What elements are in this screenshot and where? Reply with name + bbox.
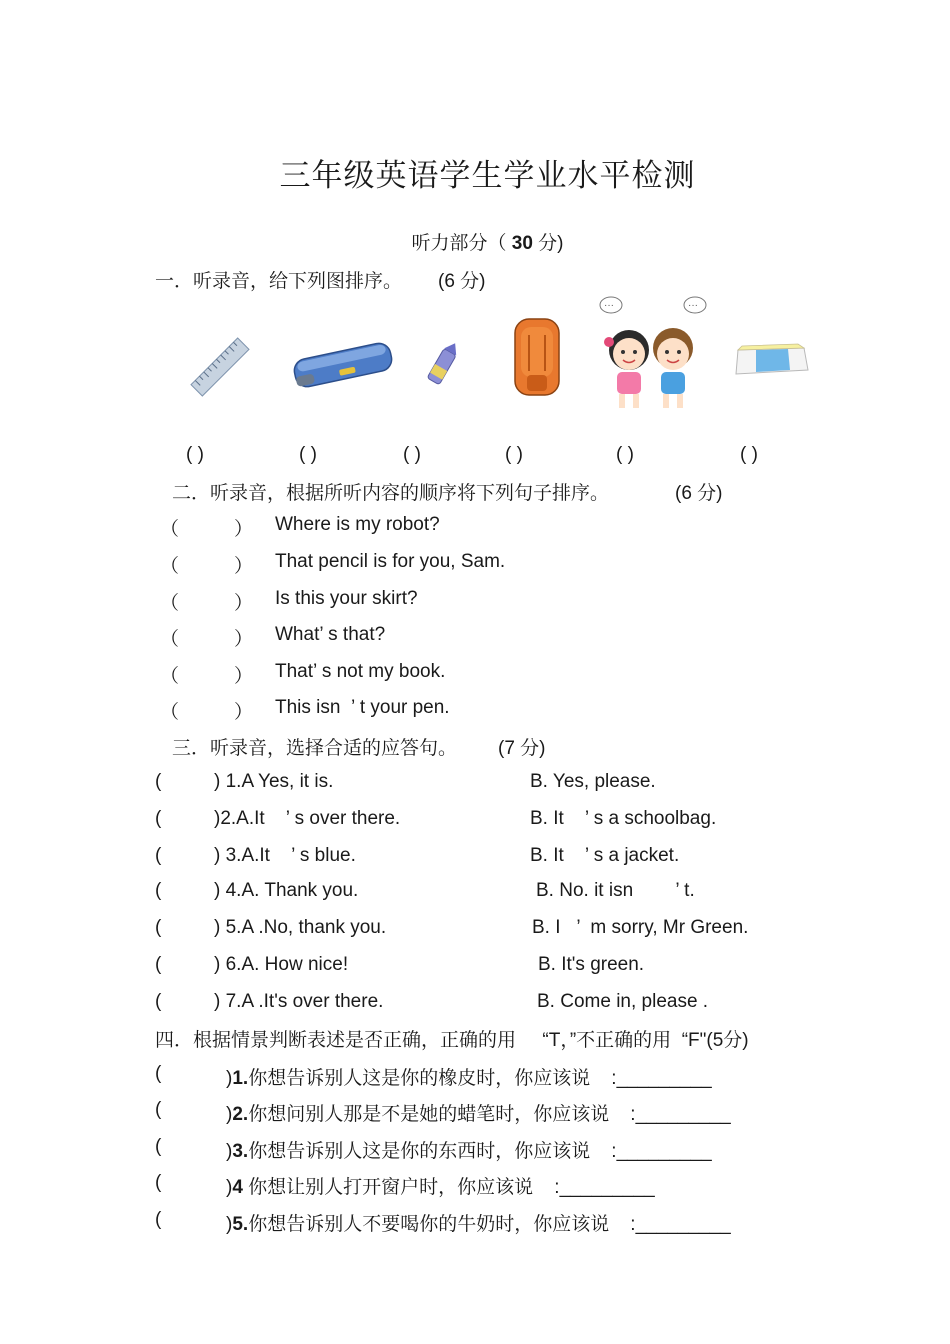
sentence-item: That’ s not my book.: [275, 661, 446, 682]
statement-text: 你想告诉别人这是你的东西时，你应该说 :_________: [248, 1141, 712, 1162]
option-b: B. It's green.: [538, 954, 645, 975]
statement-number: 2.: [232, 1104, 249, 1125]
crayon-icon: [418, 340, 466, 395]
option-b: B. Yes, please.: [530, 771, 656, 792]
option-a: )2.A.It ’ s over there.: [214, 808, 401, 829]
section3-heading: 三．听录音，选择合适的应答句。: [172, 738, 458, 759]
option-b: B. It ’ s a schoolbag.: [530, 808, 717, 829]
answer-paren-open[interactable]: （: [160, 702, 180, 723]
answer-paren-open[interactable]: (: [155, 1136, 162, 1157]
option-a: ) 6.A. How nice!: [214, 954, 349, 975]
picture-blank[interactable]: ( ): [299, 444, 317, 465]
statement-item: )2.你想问别人那是不是她的蜡笔时，你应该说 :_________: [226, 1104, 731, 1125]
svg-text:···: ···: [604, 300, 614, 311]
schoolbag-icon: [507, 315, 567, 400]
ruler-icon: [185, 335, 255, 400]
statement-text: 你想问别人那是不是她的蜡笔时，你应该说 :_________: [248, 1104, 731, 1125]
answer-paren-open[interactable]: （: [160, 593, 180, 614]
answer-paren-close: ）: [234, 519, 254, 540]
picture-blank[interactable]: ( ): [186, 444, 204, 465]
statement-number: 5.: [232, 1214, 249, 1235]
statement-number: 1.: [232, 1068, 249, 1089]
picture-blank[interactable]: ( ): [740, 444, 758, 465]
section2-points: (6 分): [675, 483, 723, 504]
option-a: ) 4.A. Thank you.: [214, 880, 359, 901]
option-a: ) 7.A .It's over there.: [214, 991, 384, 1012]
answer-paren-close: ）: [234, 629, 254, 650]
answer-paren-close: ）: [234, 593, 254, 614]
sentence-item: Is this your skirt?: [275, 588, 418, 609]
answer-paren-open[interactable]: （: [160, 666, 180, 687]
page-title: 三年级英语学生学业水平检测: [279, 158, 696, 193]
option-a: ) 3.A.It ’ s blue.: [214, 845, 356, 866]
answer-paren-open[interactable]: (: [155, 808, 162, 829]
answer-paren-open[interactable]: (: [155, 991, 162, 1012]
section1-heading: 一．听录音，给下列图排序。: [155, 271, 403, 292]
answer-paren-open[interactable]: (: [155, 771, 162, 792]
answer-paren-close: ）: [234, 666, 254, 687]
section1-points: (6 分): [438, 271, 486, 292]
answer-paren-open[interactable]: （: [160, 556, 180, 577]
sentence-item: This isn ’ t your pen.: [275, 697, 450, 718]
sentence-item: Where is my robot?: [275, 514, 440, 535]
eraser-icon: [728, 340, 810, 384]
answer-paren-close: ）: [234, 556, 254, 577]
option-b: B. No. it isn ’ t.: [536, 880, 695, 901]
section4-heading: 四．根据情景判断表述是否正确，正确的用 “T，”不正确的用 “F"(5分): [155, 1030, 749, 1051]
listening-header: [0, 228, 950, 255]
option-b: B. It ’ s a jacket.: [530, 845, 680, 866]
picture-blank[interactable]: ( ): [505, 444, 523, 465]
listening-header-prefix: 听力部分（: [411, 233, 512, 254]
listening-header-suffix: 分): [532, 233, 564, 254]
answer-paren-open[interactable]: (: [155, 880, 162, 901]
picture-blank[interactable]: ( ): [403, 444, 421, 465]
sentence-item: That pencil is for you, Sam.: [275, 551, 506, 572]
answer-paren-open[interactable]: (: [155, 954, 162, 975]
statement-number: 3.: [232, 1141, 249, 1162]
statement-item: )3.你想告诉别人这是你的东西时，你应该说 :_________: [226, 1141, 712, 1162]
statement-item: )5.你想告诉别人不要喝你的牛奶时，你应该说 :_________: [226, 1214, 731, 1235]
answer-paren-open[interactable]: (: [155, 1099, 162, 1120]
option-a: ) 1.A Yes, it is.: [214, 771, 334, 792]
answer-paren-open[interactable]: （: [160, 519, 180, 540]
svg-text:···: ···: [688, 300, 698, 311]
listening-score: 30: [511, 233, 533, 254]
answer-paren-close: ）: [234, 702, 254, 723]
section2-heading: 二．听录音，根据所听内容的顺序将下列句子排序。: [172, 483, 610, 504]
picture-blank[interactable]: ( ): [616, 444, 634, 465]
answer-paren-open[interactable]: (: [155, 845, 162, 866]
option-b: B. I ’ m sorry, Mr Green.: [532, 917, 749, 938]
answer-paren-open[interactable]: (: [155, 917, 162, 938]
answer-paren-open[interactable]: (: [155, 1209, 162, 1230]
statement-text: 你想让别人打开窗户时，你应该说 :_________: [242, 1177, 655, 1198]
answer-paren-open[interactable]: （: [160, 629, 180, 650]
statement-text: 你想告诉别人这是你的橡皮时，你应该说 :_________: [248, 1068, 712, 1089]
answer-paren-open[interactable]: (: [155, 1063, 162, 1084]
statement-text: 你想告诉别人不要喝你的牛奶时，你应该说 :_________: [248, 1214, 731, 1235]
statement-number: 4: [232, 1177, 243, 1198]
statement-item: )4 你想让别人打开窗户时，你应该说 :_________: [226, 1177, 655, 1198]
two-girls-icon: [595, 292, 715, 417]
pencil-box-icon: [288, 335, 398, 395]
sentence-item: What’ s that?: [275, 624, 386, 645]
statement-item: )1.你想告诉别人这是你的橡皮时，你应该说 :_________: [226, 1068, 712, 1089]
option-a: ) 5.A .No, thank you.: [214, 917, 387, 938]
section3-points: (7 分): [498, 738, 546, 759]
option-b: B. Come in, please .: [537, 991, 709, 1012]
answer-paren-open[interactable]: (: [155, 1172, 162, 1193]
